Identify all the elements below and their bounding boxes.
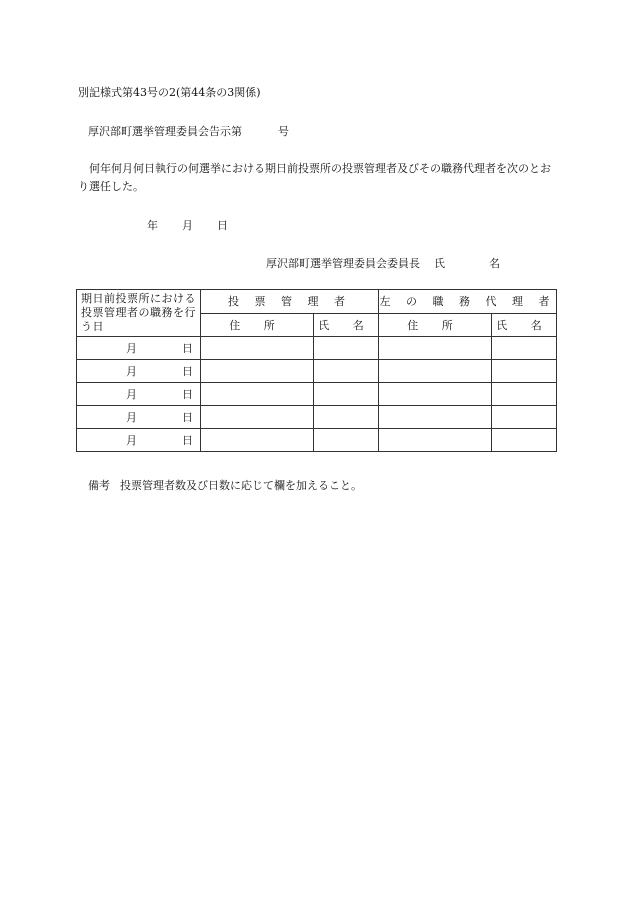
remark-text: 投票管理者数及び日数に応じて欄を加えること。	[120, 479, 362, 492]
notice-heading	[88, 123, 289, 139]
day-label: 日	[182, 434, 193, 447]
manager-table	[76, 289, 557, 452]
deputy-address-cell	[379, 383, 492, 406]
date-cell	[77, 383, 201, 406]
signer-name-label-1: 氏	[434, 257, 445, 270]
manager-name-cell	[314, 406, 379, 429]
month-label: 月	[182, 219, 193, 232]
date-cell	[77, 337, 201, 360]
day-label: 日	[182, 365, 193, 378]
table-row	[77, 406, 557, 429]
date-cell	[77, 429, 201, 452]
duty-date-header: 期日前投票所における投票管理者の職務を行う日	[77, 290, 201, 337]
manager-name-cell	[314, 360, 379, 383]
manager-address-cell	[201, 429, 314, 452]
manager-name-header: 氏 名	[314, 313, 379, 337]
date-cell	[77, 406, 201, 429]
table-row	[77, 383, 557, 406]
deputy-address-cell	[379, 337, 492, 360]
manager-name-cell	[314, 383, 379, 406]
manager-address-cell	[201, 406, 314, 429]
manager-address-cell	[201, 337, 314, 360]
signer-title: 厚沢部町選挙管理委員会委員長	[266, 257, 420, 270]
deputy-name-cell	[492, 360, 557, 383]
deputy-header: 左 の 職 務 代 理 者	[379, 290, 557, 314]
manager-name-cell	[314, 429, 379, 452]
month-label: 月	[126, 434, 137, 447]
body-text: 何年何月何日執行の何選挙における期日前投票所の投票管理者及びその職務代理者を次のとおり選任した。	[78, 162, 551, 193]
date-line	[147, 217, 228, 233]
deputy-name-header: 氏 名	[492, 313, 557, 337]
deputy-name-cell	[492, 429, 557, 452]
deputy-name-cell	[492, 383, 557, 406]
month-label: 月	[126, 388, 137, 401]
month-label: 月	[126, 342, 137, 355]
notice-number-label: 号	[278, 125, 289, 138]
deputy-address-cell	[379, 360, 492, 383]
form-reference: 別記様式第43号の2(第44条の3関係)	[78, 86, 261, 99]
manager-header: 投 票 管 理 者	[201, 290, 379, 314]
date-cell	[77, 360, 201, 383]
deputy-address-header: 住 所	[379, 313, 492, 337]
manager-address-cell	[201, 383, 314, 406]
year-label: 年	[147, 219, 158, 232]
table-header-row	[77, 290, 557, 314]
day-label: 日	[217, 219, 228, 232]
manager-name-cell	[314, 337, 379, 360]
deputy-address-cell	[379, 406, 492, 429]
day-label: 日	[182, 388, 193, 401]
signer-line	[266, 255, 500, 271]
month-label: 月	[126, 411, 137, 424]
manager-address-header: 住 所	[201, 313, 314, 337]
remark-line	[88, 477, 362, 493]
table-row	[77, 360, 557, 383]
notice-heading-text: 厚沢部町選挙管理委員会告示第	[88, 125, 242, 138]
deputy-address-cell	[379, 429, 492, 452]
remark-label: 備考	[88, 479, 110, 492]
deputy-name-cell	[492, 337, 557, 360]
table-row	[77, 337, 557, 360]
day-label: 日	[182, 411, 193, 424]
month-label: 月	[126, 365, 137, 378]
day-label: 日	[182, 342, 193, 355]
deputy-name-cell	[492, 406, 557, 429]
manager-address-cell	[201, 360, 314, 383]
signer-name-label-2: 名	[489, 257, 500, 270]
table-row	[77, 429, 557, 452]
